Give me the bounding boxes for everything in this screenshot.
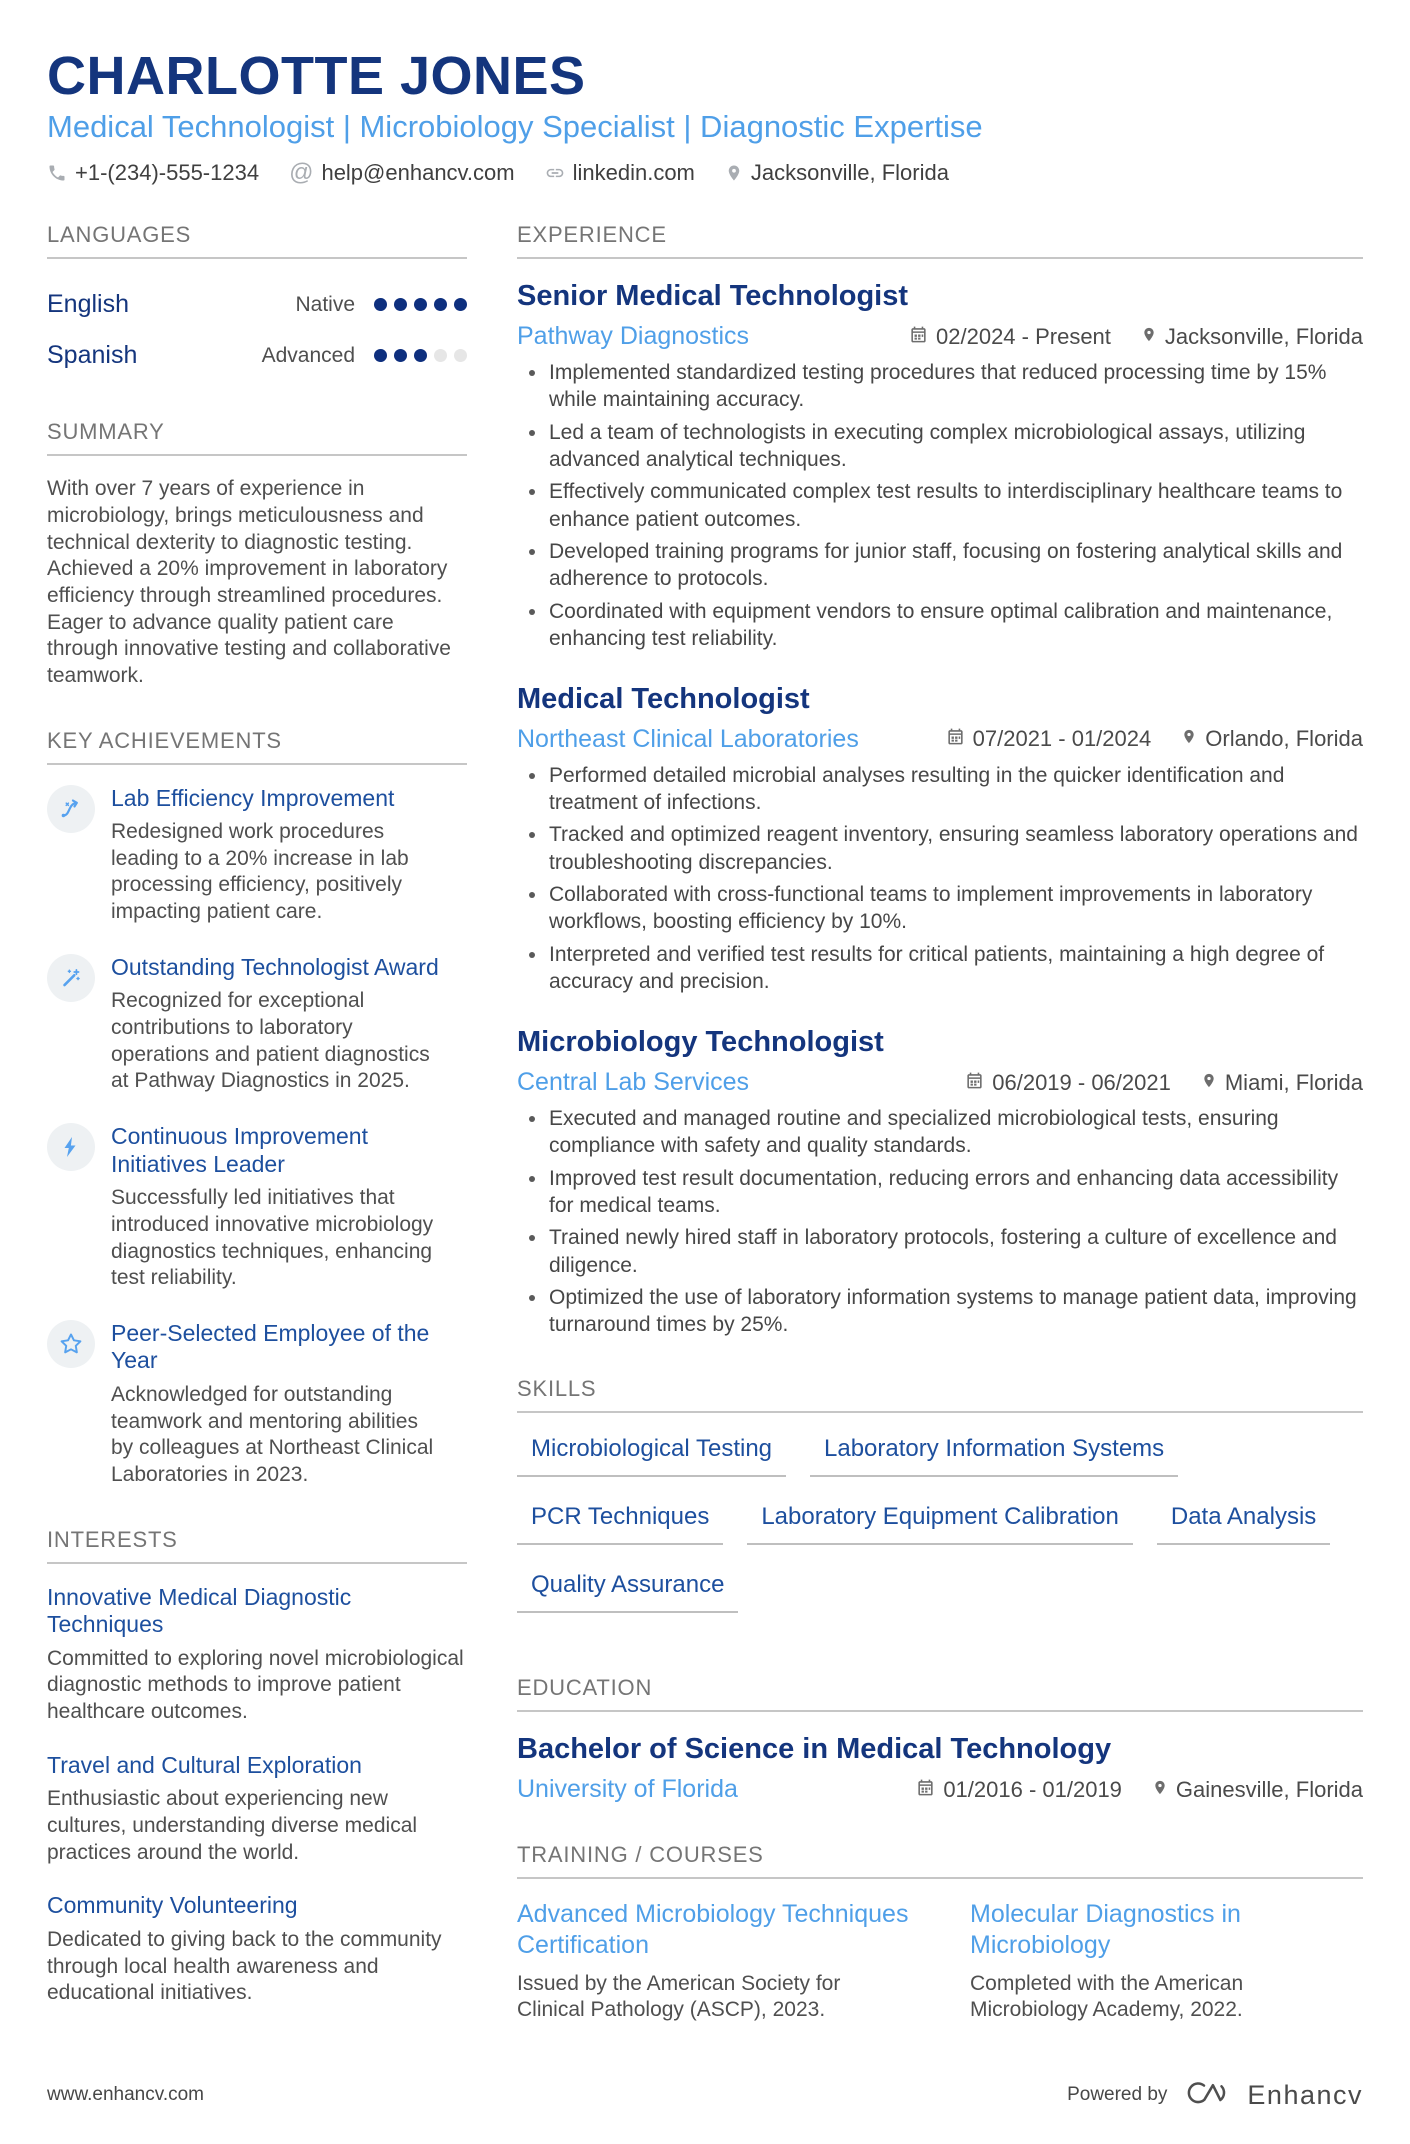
experience-heading: EXPERIENCE [517, 222, 1363, 259]
job-title: Microbiology Technologist [517, 1026, 884, 1059]
achievement-item [47, 785, 467, 926]
resume-columns [47, 222, 1363, 2045]
achievements-heading: KEY ACHIEVEMENTS [47, 728, 467, 765]
language-proficiency-dots [367, 349, 467, 362]
resume-header [47, 48, 1363, 186]
training-heading: TRAINING / COURSES [517, 1842, 1363, 1879]
enhancv-logo-icon[interactable] [1181, 2075, 1233, 2116]
interest-title: Travel and Cultural Exploration [47, 1751, 362, 1778]
achievement-text: Acknowledged for outstanding teamwork and mentoring abilities by colleagues at Northeast Clinical Laboratories in 2023. [111, 1383, 434, 1486]
job-bullet: Optimized the use of laboratory information systems to manage patient data, improving turnaround times by 25%. [525, 1284, 1363, 1339]
powered-by-label: Powered by [1067, 2084, 1168, 2106]
section-summary [47, 419, 467, 689]
location-pin-icon [725, 163, 743, 183]
experience-entry [517, 279, 1363, 652]
achievement-text: Redesigned work procedures leading to a 20% increase in lab processing efficiency, positively impacting patient care. [111, 820, 409, 924]
language-row [47, 330, 467, 381]
skill-item: Data Analysis [1157, 1501, 1330, 1545]
job-bullet: Implemented standardized testing procedures that reduced processing time by 15% while maintaining accuracy. [525, 359, 1363, 414]
proficiency-dot [374, 349, 387, 362]
education-dates: 01/2016 - 01/2019 [916, 1777, 1122, 1803]
education-entry [517, 1732, 1363, 1804]
bolt-icon [47, 1123, 95, 1171]
contact-row [47, 160, 1363, 186]
job-bullet: Interpreted and verified test results for critical patients, maintaining a high degree of accuracy and precision. [525, 941, 1363, 996]
calendar-icon [965, 1070, 984, 1096]
job-bullet: Led a team of technologists in executing complex microbiological assays, utilizing advanced analytical techniques. [525, 419, 1363, 474]
achievement-text: Recognized for exceptional contributions to laboratory operations and patient diagnostics at Pathway Diagnostics in 2025. [111, 989, 430, 1093]
summary-heading: SUMMARY [47, 419, 467, 456]
job-bullet: Executed and managed routine and specialized microbiological tests, ensuring compliance with safety and quality standards. [525, 1105, 1363, 1160]
section-experience [517, 222, 1363, 1338]
interest-text: Dedicated to giving back to the community through local health awareness and educational initiatives. [47, 1927, 442, 2005]
job-dates: 06/2019 - 06/2021 [965, 1070, 1171, 1096]
proficiency-dot [394, 349, 407, 362]
job-bullets [517, 762, 1363, 995]
language-level: Native [295, 292, 355, 316]
job-bullet: Improved test result documentation, reducing errors and enhancing data accessibility for medical teams. [525, 1165, 1363, 1220]
company-name: Northeast Clinical Laboratories [517, 724, 859, 753]
job-location: Miami, Florida [1201, 1070, 1363, 1096]
contact-location [725, 160, 949, 186]
job-bullet: Effectively communicated complex test results to interdisciplinary healthcare teams to enhance patient outcomes. [525, 478, 1363, 533]
experience-entry [517, 1025, 1363, 1338]
interest-item [47, 1584, 467, 1726]
achievement-title: Peer-Selected Employee of the Year [111, 1319, 430, 1374]
person-name: CHARLOTTE JONES [47, 46, 586, 106]
training-item [970, 1899, 1363, 2024]
education-heading: EDUCATION [517, 1675, 1363, 1712]
achievement-item [47, 1320, 467, 1489]
contact-phone-text: +1-(234)-555-1234 [75, 160, 260, 186]
section-key-achievements [47, 728, 467, 1489]
languages-heading: LANGUAGES [47, 222, 467, 259]
education-location: Gainesville, Florida [1152, 1777, 1363, 1803]
job-bullet: Coordinated with equipment vendors to ensure optimal calibration and maintenance, enhancing test reliability. [525, 598, 1363, 653]
location-pin-icon [1152, 1777, 1168, 1803]
contact-location-text: Jacksonville, Florida [750, 160, 949, 186]
email-at-icon: @ [289, 159, 314, 187]
proficiency-dot [454, 349, 467, 362]
interest-title: Community Volunteering [47, 1892, 298, 1919]
language-proficiency-dots [367, 298, 467, 311]
training-title: Molecular Diagnostics in Microbiology [970, 1900, 1241, 1960]
language-name: English [47, 290, 129, 319]
left-column [47, 222, 467, 2045]
job-dates: 02/2024 - Present [909, 324, 1111, 350]
achievement-item [47, 1123, 467, 1292]
job-bullet: Performed detailed microbial analyses resulting in the quicker identification and treatment of infections. [525, 762, 1363, 817]
language-level: Advanced [261, 343, 355, 367]
enhancv-wordmark[interactable]: Enhancv [1247, 2079, 1363, 2110]
interest-item [47, 1752, 467, 1867]
person-headline: Medical Technologist | Microbiology Specialist | Diagnostic Expertise [47, 108, 983, 144]
route-icon [47, 785, 95, 833]
calendar-icon [916, 1777, 935, 1803]
skill-item: Quality Assurance [517, 1569, 738, 1613]
training-title: Advanced Microbiology Techniques Certification [517, 1900, 909, 1960]
skills-heading: SKILLS [517, 1376, 1363, 1413]
interest-item [47, 1892, 467, 2007]
interest-text: Enthusiastic about experiencing new cultures, understanding diverse medical practices around the world. [47, 1787, 418, 1864]
calendar-icon [909, 324, 928, 350]
calendar-icon [946, 726, 965, 752]
achievement-text: Successfully led initiatives that introduced innovative microbiology diagnostics techniques, enhancing test reliability. [111, 1186, 434, 1290]
proficiency-dot [374, 298, 387, 311]
section-training [517, 1842, 1363, 2024]
proficiency-dot [454, 298, 467, 311]
job-location: Orlando, Florida [1181, 726, 1363, 752]
location-pin-icon [1141, 324, 1157, 350]
proficiency-dot [414, 349, 427, 362]
right-column [517, 222, 1363, 2045]
proficiency-dot [394, 298, 407, 311]
section-education [517, 1675, 1363, 1804]
job-title: Senior Medical Technologist [517, 280, 909, 313]
contact-link[interactable] [545, 160, 695, 186]
link-icon [545, 163, 565, 183]
training-text: Completed with the American Microbiology Academy, 2022. [970, 1971, 1244, 2022]
page-footer [47, 2045, 1363, 2116]
interest-title: Innovative Medical Diagnostic Techniques [47, 1583, 352, 1638]
contact-email-text: help@enhancv.com [321, 160, 515, 186]
company-name: Pathway Diagnostics [517, 322, 750, 351]
school-name: University of Florida [517, 1775, 738, 1804]
skill-item: Laboratory Information Systems [810, 1433, 1178, 1477]
proficiency-dot [414, 298, 427, 311]
proficiency-dot [434, 349, 447, 362]
skill-item: Microbiological Testing [517, 1433, 786, 1477]
location-pin-icon [1181, 726, 1197, 752]
experience-entry [517, 682, 1363, 995]
section-interests [47, 1527, 467, 2007]
contact-email[interactable] [289, 160, 515, 186]
job-bullets [517, 359, 1363, 652]
section-languages [47, 222, 467, 381]
achievement-title: Continuous Improvement Initiatives Leader [111, 1123, 368, 1177]
job-bullet: Trained newly hired staff in laboratory protocols, fostering a culture of excellence and diligence. [525, 1224, 1363, 1279]
degree-title: Bachelor of Science in Medical Technology [517, 1733, 1112, 1766]
job-title: Medical Technologist [517, 683, 810, 716]
section-skills [517, 1376, 1363, 1637]
skill-item: PCR Techniques [517, 1501, 723, 1545]
achievement-title: Lab Efficiency Improvement [111, 784, 395, 811]
language-row [47, 279, 467, 330]
training-text: Issued by the American Society for Clinical Pathology (ASCP), 2023. [517, 1971, 841, 2022]
training-item [517, 1899, 910, 2024]
job-bullet: Developed training programs for junior staff, focusing on fostering analytical skills and adherence to protocols. [525, 538, 1363, 593]
wand-icon [47, 954, 95, 1002]
achievement-item [47, 954, 467, 1095]
interest-text: Committed to exploring novel microbiological diagnostic methods to improve patient healthcare outcomes. [47, 1646, 464, 1724]
phone-icon [47, 163, 67, 183]
job-bullet: Tracked and optimized reagent inventory, ensuring seamless laboratory operations and troubleshooting discrepancies. [525, 821, 1363, 876]
contact-link-text: linkedin.com [572, 160, 695, 186]
job-location: Jacksonville, Florida [1141, 324, 1363, 350]
footer-website-link[interactable]: www.enhancv.com [47, 2084, 204, 2106]
star-icon [47, 1320, 95, 1368]
language-name: Spanish [47, 341, 138, 370]
summary-text: With over 7 years of experience in microbiology, brings meticulousness and technical dexterity to diagnostic testing. Achieved a 20% improvement in laboratory efficiency through streamlined procedures. Eager to advance quality patient care through innovative testing and collaborative teamwork. [47, 477, 451, 687]
skill-item: Laboratory Equipment Calibration [747, 1501, 1133, 1545]
proficiency-dot [434, 298, 447, 311]
contact-phone[interactable] [47, 160, 259, 186]
achievement-title: Outstanding Technologist Award [111, 953, 439, 980]
job-bullet: Collaborated with cross-functional teams to implement improvements in laboratory workflows, boosting efficiency by 10%. [525, 881, 1363, 936]
job-dates: 07/2021 - 01/2024 [946, 726, 1152, 752]
interests-heading: INTERESTS [47, 1527, 467, 1564]
job-bullets [517, 1105, 1363, 1338]
location-pin-icon [1201, 1070, 1217, 1096]
company-name: Central Lab Services [517, 1068, 750, 1097]
